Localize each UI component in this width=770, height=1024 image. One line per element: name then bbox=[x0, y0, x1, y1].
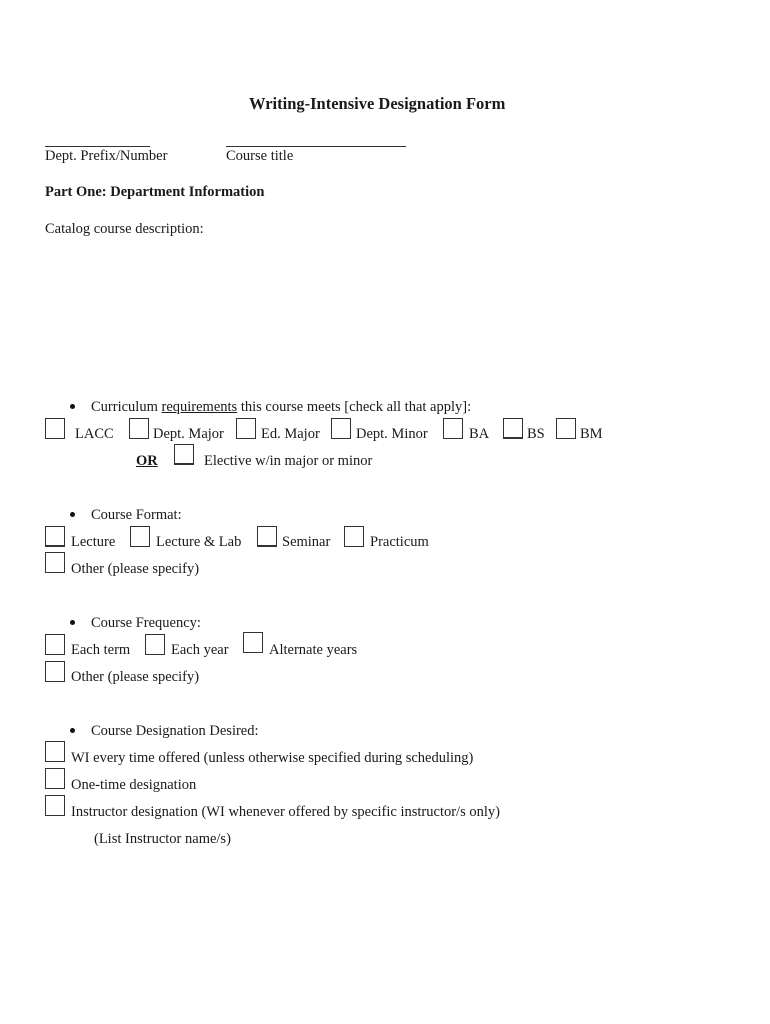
catalog-description-label: Catalog course description: bbox=[45, 221, 204, 237]
part-one-heading: Part One: Department Information bbox=[45, 184, 265, 200]
label-frequency-other: Other (please specify) bbox=[71, 669, 200, 685]
label-lecture-lab: Lecture & Lab bbox=[156, 534, 242, 550]
bullet-icon bbox=[70, 620, 75, 625]
checkbox-ed-major[interactable] bbox=[236, 418, 256, 439]
checkbox-one-time[interactable] bbox=[45, 768, 65, 789]
curriculum-prompt-text: Curriculum bbox=[91, 399, 162, 415]
label-alternate-years: Alternate years bbox=[269, 642, 358, 658]
checkbox-bm[interactable] bbox=[556, 418, 576, 439]
checkbox-ba[interactable] bbox=[443, 418, 463, 439]
checkbox-seminar[interactable] bbox=[257, 526, 277, 547]
catalog-description-area[interactable] bbox=[45, 240, 725, 390]
checkbox-each-term[interactable] bbox=[45, 634, 65, 655]
label-each-term: Each term bbox=[71, 642, 131, 658]
label-format-other: Other (please specify) bbox=[71, 561, 200, 577]
bullet-icon bbox=[70, 728, 75, 733]
format-prompt: Course Format: bbox=[91, 507, 182, 523]
checkbox-elective[interactable] bbox=[174, 444, 194, 465]
label-bs: BS bbox=[527, 426, 545, 442]
checkbox-lecture-lab[interactable] bbox=[130, 526, 150, 547]
label-elective: Elective w/in major or minor bbox=[204, 453, 373, 469]
label-practicum: Practicum bbox=[370, 534, 429, 550]
label-each-year: Each year bbox=[171, 642, 229, 658]
label-bm: BM bbox=[580, 426, 603, 442]
curriculum-prompt bbox=[91, 400, 471, 415]
or-label: OR bbox=[136, 453, 158, 469]
checkbox-frequency-other[interactable] bbox=[45, 661, 65, 682]
label-ed-major: Ed. Major bbox=[261, 426, 320, 442]
course-title-field[interactable] bbox=[226, 146, 406, 147]
checkbox-instructor-designation[interactable] bbox=[45, 795, 65, 816]
label-wi-every-time: WI every time offered (unless otherwise specified during scheduling) bbox=[71, 750, 474, 766]
label-lacc: LACC bbox=[75, 426, 114, 442]
dept-prefix-number-label: Dept. Prefix/Number bbox=[45, 148, 168, 164]
bullet-icon bbox=[70, 404, 75, 409]
form-title: Writing-Intensive Designation Form bbox=[249, 94, 506, 113]
checkbox-dept-minor[interactable] bbox=[331, 418, 351, 439]
label-seminar: Seminar bbox=[282, 534, 331, 550]
checkbox-bs[interactable] bbox=[503, 418, 523, 439]
checkbox-each-year[interactable] bbox=[145, 634, 165, 655]
checkbox-lacc[interactable] bbox=[45, 418, 65, 439]
checkbox-alternate-years[interactable] bbox=[243, 632, 263, 653]
checkbox-lecture[interactable] bbox=[45, 526, 65, 547]
checkbox-format-other[interactable] bbox=[45, 552, 65, 573]
instructor-names-note: (List Instructor name/s) bbox=[94, 831, 231, 847]
label-one-time: One-time designation bbox=[71, 777, 197, 793]
designation-prompt: Course Designation Desired: bbox=[91, 723, 259, 739]
label-dept-major: Dept. Major bbox=[153, 426, 224, 442]
label-instructor-designation: Instructor designation (WI whenever offered by specific instructor/s only) bbox=[71, 804, 500, 820]
dept-prefix-number-field[interactable] bbox=[45, 146, 150, 147]
checkbox-wi-every-time[interactable] bbox=[45, 741, 65, 762]
frequency-prompt: Course Frequency: bbox=[91, 615, 201, 631]
curriculum-prompt-suffix: this course meets [check all that apply]: bbox=[237, 399, 472, 415]
bullet-icon bbox=[70, 512, 75, 517]
checkbox-practicum[interactable] bbox=[344, 526, 364, 547]
course-title-label: Course title bbox=[226, 148, 294, 164]
curriculum-prompt-underlined: requirements bbox=[161, 399, 238, 415]
label-lecture: Lecture bbox=[71, 534, 116, 550]
label-ba: BA bbox=[469, 426, 490, 442]
label-dept-minor: Dept. Minor bbox=[356, 426, 428, 442]
checkbox-dept-major[interactable] bbox=[129, 418, 149, 439]
